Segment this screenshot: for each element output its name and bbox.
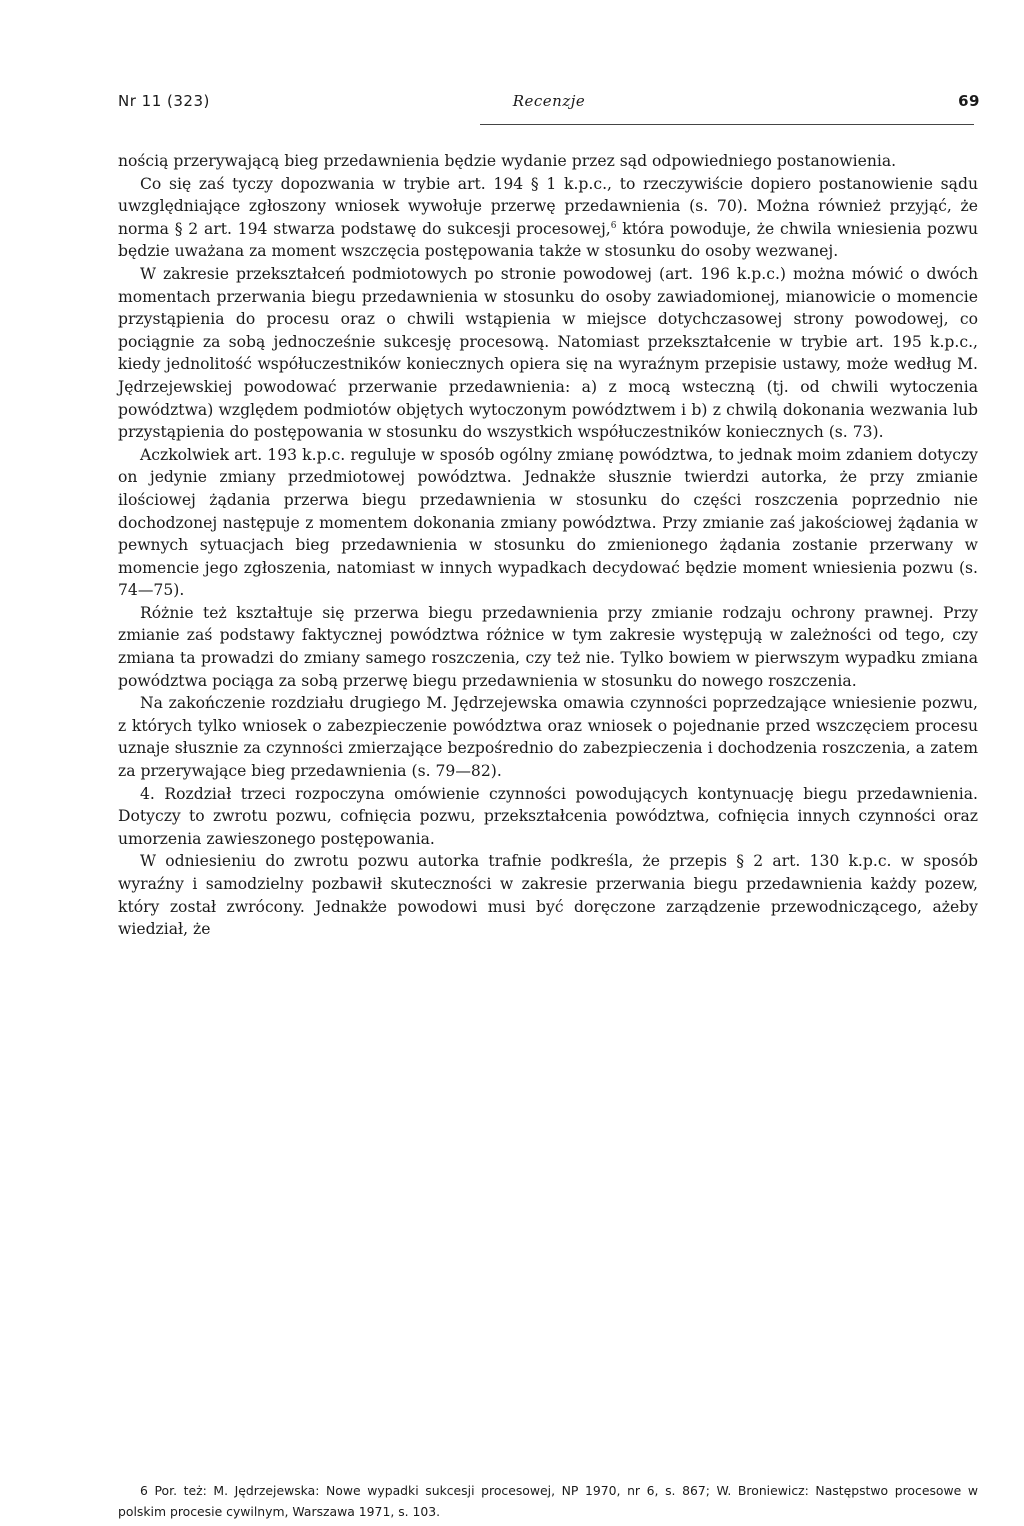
header-rule [480, 124, 974, 125]
page-number: 69 [958, 92, 980, 110]
paragraph [118, 173, 978, 263]
body-text [118, 150, 978, 941]
paragraph: nością przerywającą bieg przedawnienia będzie wydanie przez sąd odpowiedniego postanowienia. [118, 152, 897, 170]
paragraph-text: Co się zaś tyczy dopozwania w trybie art. 194 § 1 k.p.c., to rzeczywiście dopiero postanowienie sądu uwzględniające zgłoszony wniosek wywołuje przerwę przedawnienia (s. 70). Można również przyjąć, że norma § 2 art. 194 stwarza podstawę do sukcesji procesowej, [118, 174, 978, 238]
running-header [118, 92, 980, 122]
paragraph: W odniesieniu do zwrotu pozwu autorka trafnie podkreśla, że przepis § 2 art. 130 k.p.c. w sposób wyraźny i samodzielny pozbawił skuteczności w zakresie przerwania biegu przedawnienia każdy pozew, który został zwrócony. Jednakże powodowi musi być doręczone zarządzenie przewodniczącego, ażeby wiedział, że [118, 852, 978, 939]
paragraph: Na zakończenie rozdziału drugiego M. Jędrzejewska omawia czynności poprzedzające wniesienie pozwu, z których tylko wniosek o zabezpieczenie powództwa oraz wniosek o pojednanie przed wszczęciem procesu uznaje słusznie za czynności zmierzające bezpośrednio do zabezpieczenia i dochodzenia roszczenia, a zatem za przerywające bieg przedawnienia (s. 79—82). [118, 694, 978, 781]
paragraph-text: która powoduje, że chwila wniesienia pozwu będzie uważana za moment wszczęcia postępowania także w stosunku do osoby wezwanej. [118, 219, 979, 261]
footnote-ref: 6 [610, 220, 617, 231]
footnote: 6 Por. też: M. Jędrzejewska: Nowe wypadki sukcesji procesowej, NP 1970, nr 6, s. 867; W. Broniewicz: Następstwo procesowe w polskim procesie cywilnym, Warszawa 1971, s. 103. [118, 1483, 978, 1519]
section-title: Recenzje [512, 92, 586, 110]
paragraph: W zakresie przekształceń podmiotowych po stronie powodowej (art. 196 k.p.c.) można mówić o dwóch momentach przerwania biegu przedawnienia w stosunku do osoby zawiadomionej, mianowicie o momencie przystąpienia do procesu oraz o chwili wstąpienia w miejsce dotychczasowej strony powodowej, co pociągnie za sobą jednocześnie sukcesję procesową. Natomiast przekształcenie w trybie art. 195 k.p.c., kiedy jednolitość współuczestników koniecznych opiera się na wyraźnym przepisie ustawy, może według M. Jędrzejewskiej powodować przerwanie przedawnienia: a) z mocą wsteczną (tj. od chwili wytoczenia powództwa) względem podmiotów objętych wytoczonym powództwem i b) z chwilą dokonania wezwania lub przystąpienia do postępowania w stosunku do wszystkich współuczestników koniecznych (s. 73). [118, 264, 978, 442]
footnotes [118, 1480, 978, 1522]
paragraph: 4. Rozdział trzeci rozpoczyna omówienie czynności powodujących kontynuację biegu przedawnienia. Dotyczy to zwrotu pozwu, cofnięcia pozwu, przekształcenia powództwa, cofnięcia innych czynności oraz umorzenia zawieszonego postępowania. [118, 784, 978, 848]
paragraph: Różnie też kształtuje się przerwa biegu przedawnienia przy zmianie rodzaju ochrony prawnej. Przy zmianie zaś podstawy faktycznej powództwa różnice w tym zakresie występują w zależności od tego, czy zmiana ta prowadzi do zmiany samego roszczenia, czy też nie. Tylko bowiem w pierwszym wypadku zmiana powództwa pociąga za sobą przerwę biegu przedawnienia w stosunku do nowego roszczenia. [118, 603, 978, 690]
issue-number: Nr 11 (323) [118, 92, 210, 110]
paragraph: Aczkolwiek art. 193 k.p.c. reguluje w sposób ogólny zmianę powództwa, to jednak moim zdaniem dotyczy on jedynie zmiany przedmiotowej powództwa. Jednakże słusznie twierdzi autorka, że przy zmianie ilościowej żądania przerwa biegu przedawnienia w stosunku do części roszczenia poprzednio nie dochodzonej następuje z momentem dokonania zmiany powództwa. Przy zmianie zaś jakościowej żądania w pewnych sytuacjach bieg przedawnienia w stosunku do zmienionego żądania zostanie przerwany w momencie jego zgłoszenia, natomiast w innych wypadkach decydować będzie moment wniesienia pozwu (s. 74—75). [118, 445, 978, 600]
